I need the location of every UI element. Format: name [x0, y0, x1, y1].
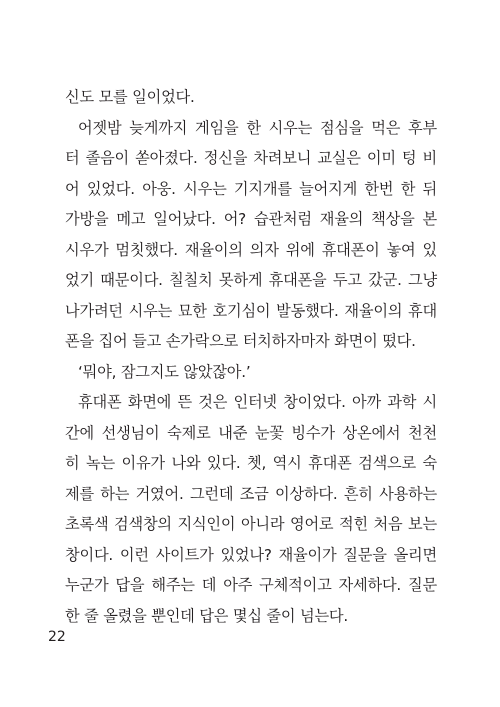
- text-line: 나가려던 시우는 묘한 호기심이 발동했다. 재율이의 휴대: [65, 302, 437, 320]
- text-line: 휴대폰 화면에 뜬 것은 인터넷 창이었다. 아까 과학 시: [78, 393, 437, 411]
- text-line: 히 녹는 이유가 나와 있다. 쳇, 역시 휴대폰 검색으로 숙: [65, 454, 437, 472]
- text-line: 터 졸음이 쏟아졌다. 정신을 차려보니 교실은 이미 텅 비: [65, 149, 437, 167]
- text-line: 시우가 멈칫했다. 재율이의 의자 위에 휴대폰이 놓여 있: [65, 241, 437, 259]
- page-number: 22: [48, 629, 66, 645]
- text-line: 었기 때문이다. 칠칠치 못하게 휴대폰을 두고 갔군. 그냥: [65, 271, 437, 289]
- text-line: 초록색 검색창의 지식인이 아니라 영어로 적힌 처음 보는: [65, 515, 437, 533]
- text-line: 어 있었다. 아웅. 시우는 기지개를 늘어지게 한번 한 뒤: [65, 180, 437, 198]
- text-line: 창이다. 이런 사이트가 있었나? 재율이가 질문을 올리면: [65, 546, 437, 564]
- text-line: 어젯밤 늦게까지 게임을 한 시우는 점심을 먹은 후부: [78, 119, 437, 137]
- text-line: 간에 선생님이 숙제로 내준 눈꽃 빙수가 상온에서 천천: [65, 424, 437, 442]
- text-line: 누군가 답을 해주는 데 아주 구체적이고 자세하다. 질문: [65, 576, 437, 594]
- text-line: 한 줄 올렸을 뿐인데 답은 몇십 줄이 넘는다.: [65, 607, 349, 625]
- text-line: 폰을 집어 들고 손가락으로 터치하자마자 화면이 떴다.: [65, 332, 416, 350]
- text-line: 신도 모를 일이었다.: [65, 88, 195, 106]
- text-line: 가방을 메고 일어났다. 어? 습관처럼 재율의 책상을 본: [65, 210, 437, 228]
- text-line: 제를 하는 거였어. 그런데 조금 이상하다. 흔히 사용하는: [65, 485, 437, 503]
- text-line: ‘뭐야, 잠그지도 않았잖아.’: [78, 363, 251, 381]
